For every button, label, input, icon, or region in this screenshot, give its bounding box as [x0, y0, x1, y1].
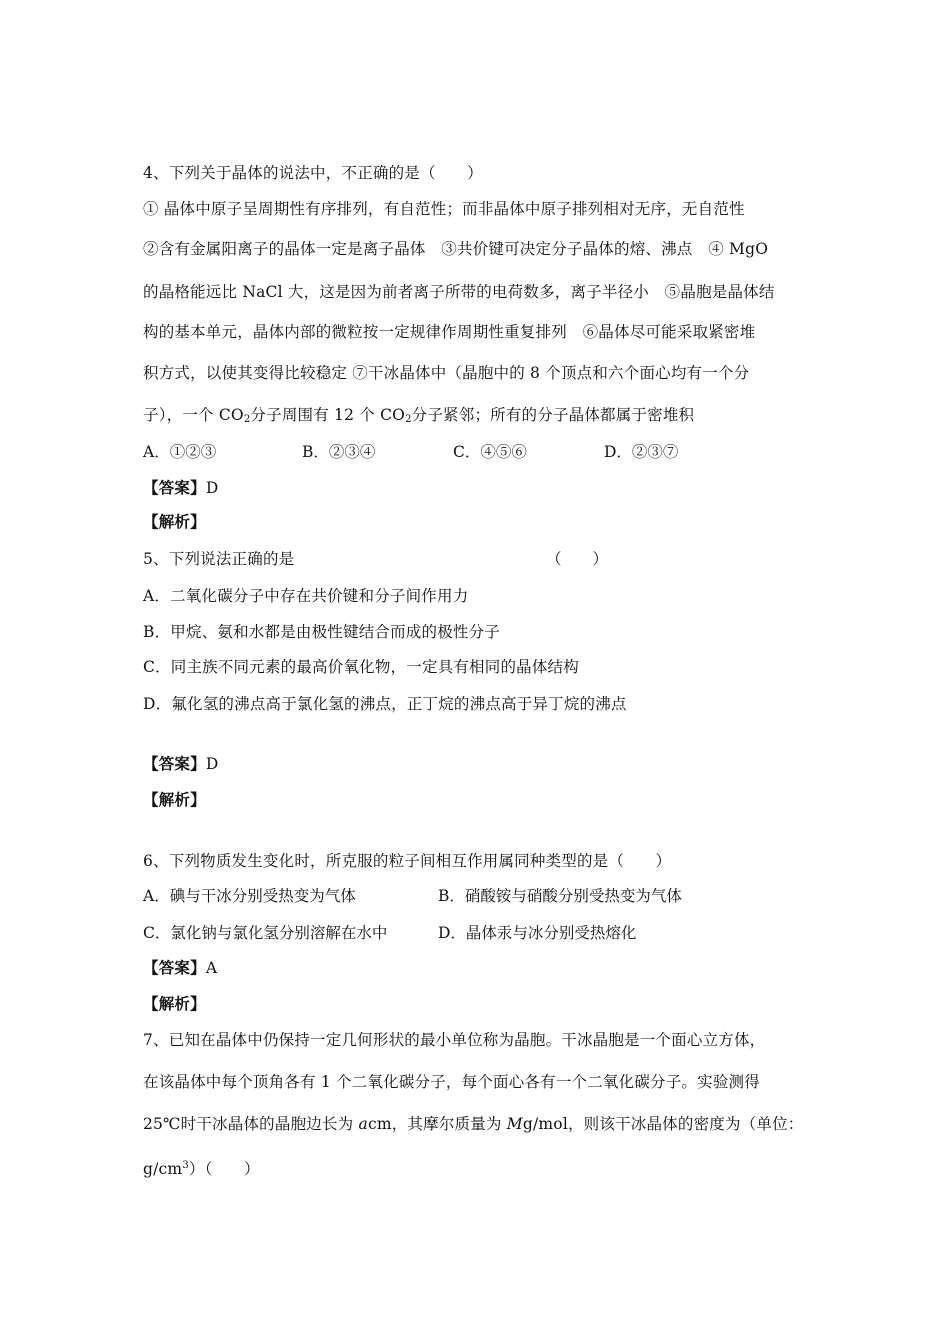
q5-option-c: C．同主族不同元素的最高价氧化物，一定具有相同的晶体结构 [143, 658, 579, 676]
q4-line-4: 构的基本单元，晶体内部的微粒按一定规律作周期性重复排列 ⑥晶体尽可能采取紧密堆 [143, 323, 756, 341]
q6-answer [143, 958, 217, 978]
q7-answer-paren: ）（ ） [188, 1160, 260, 1178]
answer-value: A [205, 959, 218, 977]
q6-stem: 6、下列物质发生变化时，所克服的粒子间相互作用属同种类型的是（ ） [143, 852, 672, 870]
answer-tag: 【答案】 [143, 958, 206, 977]
q7-line-3 [143, 1114, 803, 1134]
q4-line-6 [143, 405, 694, 430]
q6-option-b: B．硝酸铵与硝酸分别受热变为气体 [438, 887, 682, 905]
q4-line-6-part-b: 分子周围有 12 个 CO [250, 406, 406, 424]
variable-m: M [506, 1115, 523, 1133]
q7-line-3-part-b: cm，其摩尔质量为 [367, 1115, 507, 1133]
q4-line-2: ②含有金属阳离子的晶体一定是离子晶体 ③共价键可决定分子晶体的熔、沸点 ④ MgO [143, 240, 769, 258]
q5-option-b: B．甲烷、氨和水都是由极性键结合而成的极性分子 [143, 623, 500, 641]
co2-subscript: 2 [243, 414, 251, 425]
q4-line-6-part-a: 子），一个 CO [143, 406, 244, 424]
q7-line-2: 在该晶体中每个顶角各有 1 个二氧化碳分子，每个面心各有一个二氧化碳分子。实验测得 [143, 1073, 760, 1091]
q5-stem: 5、下列说法正确的是 [143, 550, 295, 568]
q6-option-c: C．氯化钠与氯化氢分别溶解在水中 [143, 924, 388, 942]
q4-option-c: C．④⑤⑥ [453, 443, 527, 461]
q4-answer [143, 478, 218, 498]
q6-option-a: A．碘与干冰分别受热变为气体 [143, 887, 356, 905]
q4-line-5: 积方式，以使其变得比较稳定 ⑦干冰晶体中（晶胞中的 8 个顶点和六个面心均有一个分 [143, 364, 750, 382]
cube-superscript: 3 [182, 1160, 189, 1171]
q5-analysis-tag: 【解析】 [143, 790, 206, 809]
q6-analysis-tag: 【解析】 [143, 994, 206, 1013]
answer-value: D [205, 479, 219, 497]
q7-unit: g/cm [143, 1160, 183, 1178]
variable-a: a [358, 1115, 368, 1133]
q7-line-4 [143, 1156, 260, 1179]
co2-subscript: 2 [405, 414, 412, 425]
q4-line-3: 的晶格能远比 NaCl 大，这是因为前者离子所带的电荷数多，离子半径小 ⑤晶胞是晶体结 [143, 283, 775, 301]
answer-value: D [205, 755, 219, 773]
q4-option-d: D．②③⑦ [604, 443, 679, 461]
q4-option-a: A．①②③ [143, 443, 217, 461]
q4-line-6-part-c: 分子紧邻；所有的分子晶体都属于密堆积 [411, 406, 695, 424]
q5-option-a: A．二氧化碳分子中存在共价键和分子间作用力 [143, 587, 469, 605]
q5-answer [143, 754, 218, 774]
q7-line-1: 7、已知在晶体中仍保持一定几何形状的最小单位称为晶胞。干冰晶胞是一个面心立方体， [143, 1031, 766, 1049]
q5-answer-paren: （ ） [546, 550, 609, 568]
q4-stem: 4、下列关于晶体的说法中，不正确的是（ ） [143, 164, 483, 182]
q5-option-d: D．氟化氢的沸点高于氯化氢的沸点，正丁烷的沸点高于异丁烷的沸点 [143, 695, 627, 713]
answer-tag: 【答案】 [143, 754, 206, 773]
q4-line-1: ① 晶体中原子呈周期性有序排列，有自范性；而非晶体中原子排列相对无序，无自范性 [143, 200, 745, 218]
q7-line-3-part-a: 25℃时干冰晶体的晶胞边长为 [143, 1115, 359, 1133]
answer-tag: 【答案】 [143, 478, 206, 497]
q4-analysis-tag: 【解析】 [143, 512, 206, 531]
q4-option-b: B．②③④ [302, 443, 376, 461]
q6-option-d: D．晶体汞与冰分别受热熔化 [438, 924, 637, 942]
q7-line-3-part-c: g/mol，则该干冰晶体的密度为（单位： [522, 1115, 804, 1133]
